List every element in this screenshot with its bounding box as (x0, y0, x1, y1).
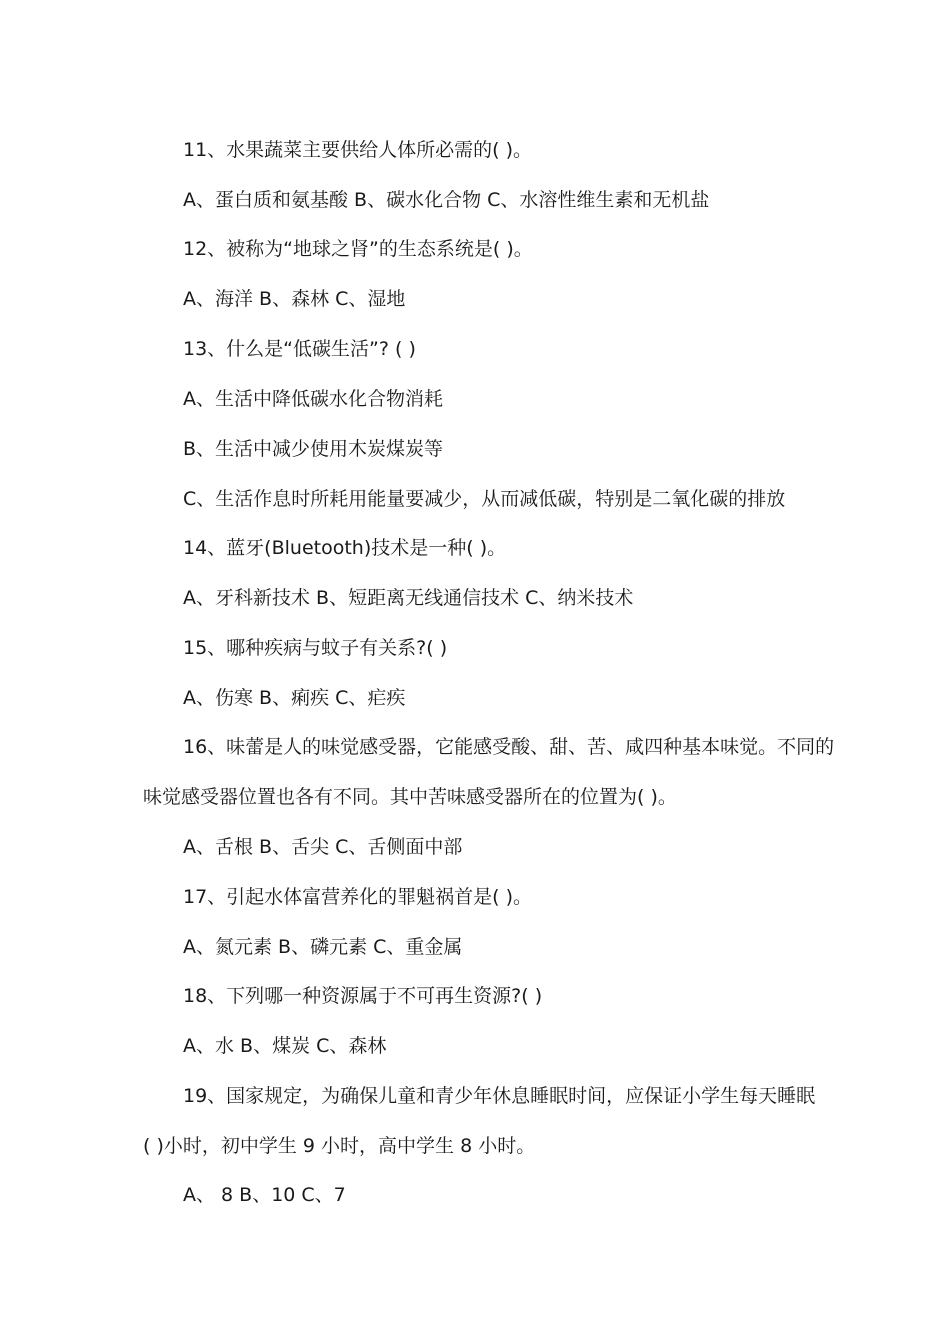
options-15: A、伤寒 B、痢疾 C、疟疾 (183, 687, 406, 709)
question-15: 15、哪种疾病与蚊子有关系?( ) (183, 637, 448, 659)
question-17: 17、引起水体富营养化的罪魁祸首是( )。 (183, 886, 533, 908)
question-16-line-1: 16、味蕾是人的味觉感受器，它能感受酸、甜、苦、咸四种基本味觉。不同的 (183, 736, 835, 758)
options-19: A、 8 B、10 C、7 (183, 1184, 346, 1206)
question-13: 13、什么是“低碳生活”? ( ) (183, 338, 416, 360)
options-17: A、氮元素 B、磷元素 C、重金属 (183, 936, 463, 958)
option-13-c: C、生活作息时所耗用能量要减少，从而减低碳，特别是二氧化碳的排放 (183, 488, 786, 510)
question-18: 18、下列哪一种资源属于不可再生资源?( ) (183, 985, 543, 1007)
question-12: 12、被称为“地球之肾”的生态系统是( )。 (183, 238, 533, 260)
options-11: A、蛋白质和氨基酸 B、碳水化合物 C、水溶性维生素和无机盐 (183, 189, 710, 211)
question-19-line-2: ( )小时，初中学生 9 小时，高中学生 8 小时。 (143, 1135, 536, 1157)
option-13-b: B、生活中减少使用木炭煤炭等 (183, 438, 444, 460)
options-18: A、水 B、煤炭 C、森林 (183, 1035, 387, 1057)
option-13-a: A、生活中降低碳水化合物消耗 (183, 388, 443, 410)
question-11: 11、水果蔬菜主要供给人体所必需的( )。 (183, 139, 533, 161)
options-12: A、海洋 B、森林 C、湿地 (183, 288, 406, 310)
question-16-line-2: 味觉感受器位置也各有不同。其中苦味感受器所在的位置为( )。 (143, 786, 677, 808)
options-16: A、舌根 B、舌尖 C、舌侧面中部 (183, 836, 463, 858)
question-19-line-1: 19、国家规定，为确保儿童和青少年休息睡眠时间，应保证小学生每天睡眠 (183, 1085, 816, 1107)
question-14: 14、蓝牙(Bluetooth)技术是一种( )。 (183, 537, 507, 559)
options-14: A、牙科新技术 B、短距离无线通信技术 C、纳米技术 (183, 587, 634, 609)
